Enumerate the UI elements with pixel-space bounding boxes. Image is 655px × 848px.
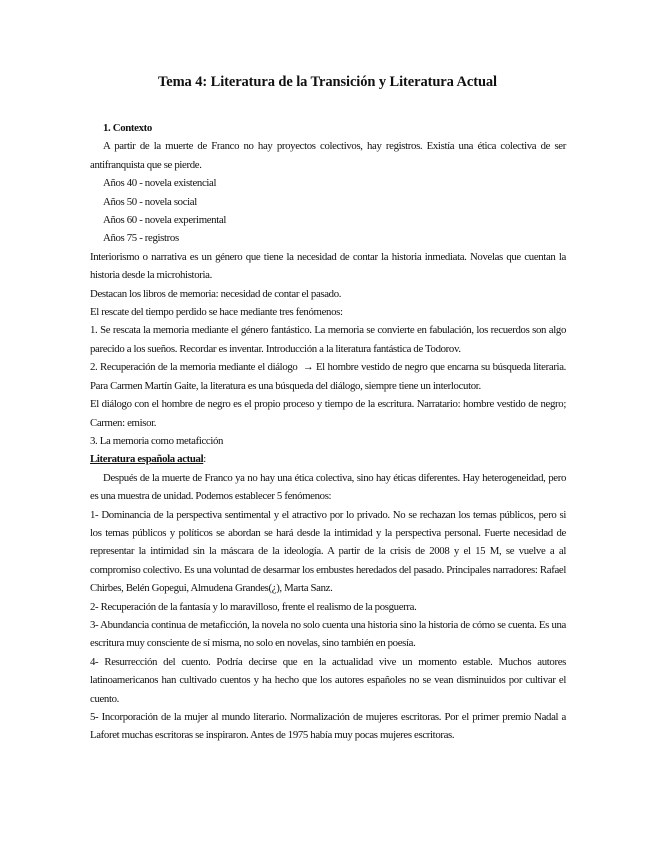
paragraph-dialogo: El diálogo con el hombre de negro es el propio proceso y tiempo de la escritura. Narratario: hombre vestido de negro; Carmen: emisor. [90,398,566,429]
decade-item: Años 50 - novela social [103,195,197,208]
section-heading-literatura-actual [90,450,566,468]
paragraph-destacan: Destacan los libros de memoria: necesidad de contar el pasado. [90,287,342,300]
phenomenon-item-1: 1- Dominancia de la perspectiva sentimental y el atractivo por lo privado. No se rechazan los temas públicos, pero si los temas públicos y políticos se abordan se hará desde la intimidad y la perspectiva personal. Fuerte necesidad de representar la intimidad sin la máscara de la ideología. A partir de la crisis de 2008 y el 15 M, se vuelve a al compromiso colectivo. Es una voluntad de desarmar los embustes heredados del pasado. Principales narradores: Rafael Chirbes, Belén Gopegui, Almudena Grandes(¿), Marta Sanz. [90,508,566,595]
decade-item: Años 60 - novela experimental [103,214,226,227]
paragraph-intro: A partir de la muerte de Franco no hay proyectos colectivos, hay registros. Existía una ética colectiva de ser antifranquista que se pierde. [90,140,566,171]
page-title: Tema 4: Literatura de la Transición y Literatura Actual [158,74,497,90]
decade-item: Años 75 - registros [103,232,179,245]
section-heading-contexto [90,119,566,137]
numbered-item-2 [90,358,566,395]
phenomenon-item-2: 2- Recuperación de la fantasía y lo maravilloso, frente el realismo de la posguerra. [90,600,417,613]
phenomenon-item-5: 5- Incorporación de la mujer al mundo literario. Normalización de mujeres escritoras. Por el primer premio Nadal a Laforet muchas escritoras se inspiraron. Antes de 1975 había muy pocas mujeres escritoras. [90,711,566,742]
paragraph-interiorismo: Interiorismo o narrativa es un género que tiene la necesidad de contar la historia inmediata. Novelas que cuentan la historia desde la microhistoria. [90,250,566,282]
item-2-lead: 2. Recuperación de la memoria mediante el diálogo [90,361,298,374]
phenomenon-item-4: 4- Resurrección del cuento. Podría decirse que en la actualidad vive un momento estable. Muchos autores latinoamericanos han cultivado cuentos y ha hecho que los autores españoles no se vean disminuidos por cultivar el cuento. [90,655,566,705]
item-2-body: El hombre vestido de negro que encarna su búsqueda literaria. Para Carmen Martín Gaite, la literatura es una búsqueda del diálogo, siempre tiene un interlocutor. [90,361,567,392]
decade-item: Años 40 - novela existencial [103,177,217,190]
heading-colon: : [203,453,206,466]
document-body [90,119,566,745]
section-heading-text: Literatura española actual [90,453,204,466]
paragraph-section2-intro: Después de la muerte de Franco ya no hay una ética colectiva, sino hay éticas diferentes. Hay heterogeneidad, pero es una muestra de unidad. Podemos establecer 5 fenómenos: [90,471,566,503]
phenomenon-item-3: 3- Abundancia continua de metaficción, la novela no solo cuenta una historia sino la historia de cómo se cuenta. Es una escritura muy consciente de sí misma, no solo en novelas, sino también en poesía. [90,618,566,650]
paragraph-rescate: El rescate del tiempo perdido se hace mediante tres fenómenos: [90,306,343,319]
numbered-item-1: 1. Se rescata la memoria mediante el género fantástico. La memoria se convierte en fabulación, los recuerdos son algo parecido a los sueños. Recordar es inventar. Introducción a la literatura fantástica de Todorov. [90,324,566,355]
section-heading-text: 1. Contexto [103,122,152,134]
arrow-right-icon: → [302,361,314,374]
numbered-item-3: 3. La memoria como metaficción [90,434,224,447]
